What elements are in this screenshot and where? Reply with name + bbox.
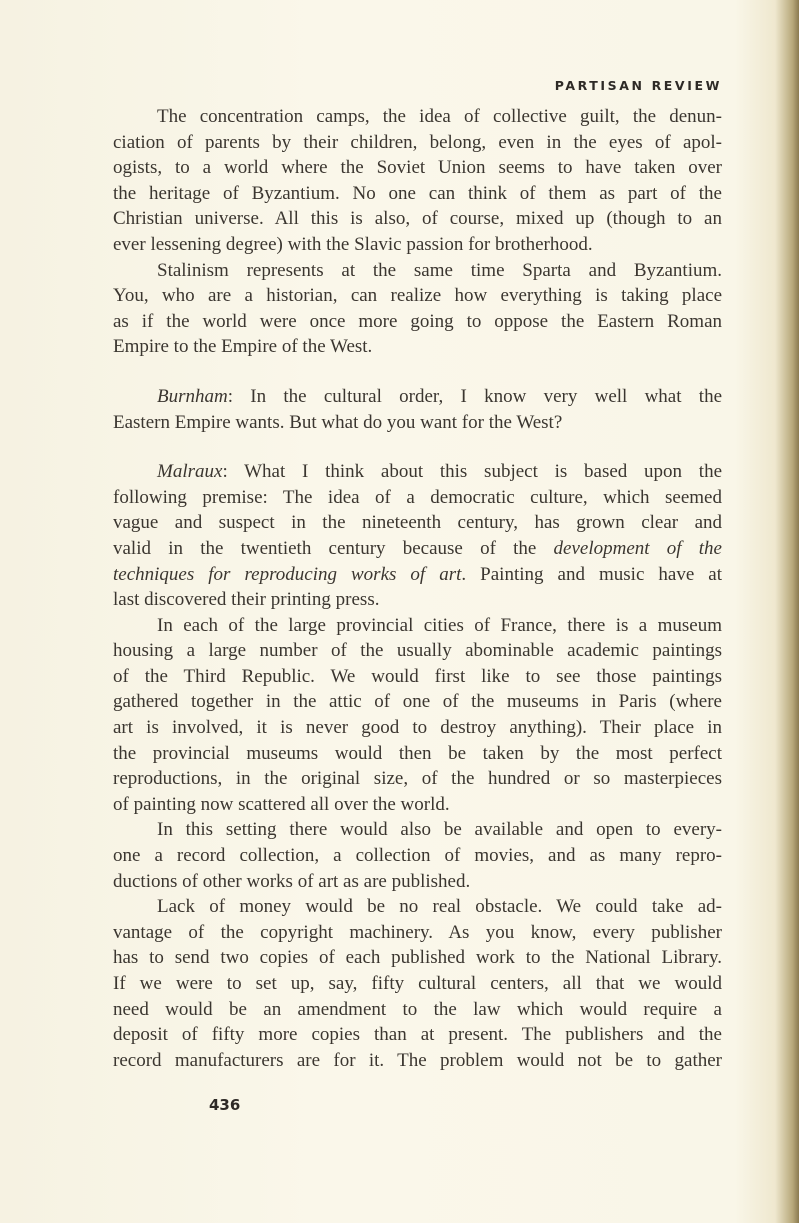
- italic-text: Burnham: [157, 385, 228, 407]
- text-line: [113, 971, 722, 997]
- text-line: [113, 1048, 722, 1074]
- text-line: [113, 613, 722, 639]
- article-body: [113, 104, 722, 1073]
- text-segment: has to send two copies of each published work to the National Library.: [113, 947, 722, 969]
- text-segment: need would be an amendment to the law which would require a: [113, 998, 722, 1020]
- text-segment: the heritage of Byzantium. No one can think of them as part of the: [113, 182, 722, 204]
- text-segment: : What I think about this subject is based upon the: [222, 461, 722, 483]
- text-segment: valid in the twentieth century because of the: [113, 537, 554, 559]
- text-line: [113, 920, 722, 946]
- text-line: [113, 309, 722, 335]
- text-segment: : In the cultural order, I know very well what the: [227, 385, 722, 407]
- text-line: [113, 283, 722, 309]
- text-segment: one a record collection, a collection of movies, and as many repro-: [113, 845, 722, 867]
- text-line: [113, 587, 722, 613]
- text-line: [113, 638, 722, 664]
- text-segment: deposit of fifty more copies than at present. The publishers and the: [113, 1024, 722, 1046]
- text-segment: art is involved, it is never good to destroy anything). Their place in: [113, 717, 722, 739]
- text-segment: In each of the large provincial cities of France, there is a museum: [157, 614, 722, 636]
- text-line: [113, 715, 722, 741]
- italic-text: development of the: [553, 537, 722, 559]
- text-line: [113, 869, 722, 895]
- text-line: [113, 155, 722, 181]
- text-segment: housing a large number of the usually abominable academic paintings: [113, 640, 722, 662]
- paragraph: [113, 104, 722, 258]
- text-segment: Lack of money would be no real obstacle. We could take ad-: [157, 896, 722, 918]
- text-line: [113, 664, 722, 690]
- text-segment: The concentration camps, the idea of collective guilt, the denun-: [157, 106, 722, 127]
- text-line: [113, 181, 722, 207]
- text-line: [113, 104, 722, 130]
- text-line: [113, 510, 722, 536]
- text-segment: vague and suspect in the nineteenth century, has grown clear and: [113, 512, 722, 534]
- text-segment: Stalinism represents at the same time Sparta and Byzantium.: [157, 259, 722, 281]
- text-segment: Christian universe. All this is also, of course, mixed up (though to an: [113, 208, 722, 230]
- text-segment: ductions of other works of art as are published.: [113, 870, 471, 892]
- text-line: [113, 206, 722, 232]
- text-line: [113, 384, 722, 410]
- text-segment: If we were to set up, say, fifty cultural centers, all that we would: [113, 973, 722, 994]
- text-line: [113, 741, 722, 767]
- text-segment: In this setting there would also be available and open to every-: [157, 819, 722, 841]
- paragraph: [113, 258, 722, 360]
- paragraph: [113, 613, 722, 818]
- text-segment: of the Third Republic. We would first like to see those paintings: [113, 665, 722, 687]
- text-segment: following premise: The idea of a democratic culture, which seemed: [113, 486, 722, 508]
- text-line: [113, 792, 722, 818]
- text-line: [113, 766, 722, 792]
- text-segment: of painting now scattered all over the world.: [113, 793, 450, 815]
- text-line: [113, 258, 722, 284]
- page-number: 436: [209, 1096, 241, 1114]
- text-segment: . Painting and music have at: [461, 563, 722, 585]
- paragraph: [113, 894, 722, 1073]
- italic-text: Malraux: [157, 461, 223, 483]
- text-segment: last discovered their printing press.: [113, 589, 380, 611]
- italic-text: techniques for reproducing works of art: [113, 563, 462, 585]
- text-line: [113, 334, 722, 360]
- text-line: [113, 945, 722, 971]
- paragraph: [113, 384, 722, 435]
- text-line: [113, 997, 722, 1023]
- text-segment: as if the world were once more going to oppose the Eastern Roman: [113, 310, 722, 332]
- text-line: [113, 232, 722, 258]
- text-line: [113, 485, 722, 511]
- text-segment: Eastern Empire wants. But what do you want for the West?: [113, 411, 563, 433]
- text-segment: record manufacturers are for it. The problem would not be to gather: [113, 1049, 722, 1071]
- text-line: [113, 536, 722, 562]
- text-segment: You, who are a historian, can realize how everything is taking place: [113, 285, 722, 307]
- text-line: [113, 562, 722, 588]
- text-line: [113, 410, 722, 436]
- text-segment: ciation of parents by their children, belong, even in the eyes of apol-: [113, 131, 722, 153]
- text-segment: reproductions, in the original size, of the hundred or so masterpieces: [113, 768, 722, 790]
- running-header: PARTISAN REVIEW: [554, 78, 722, 93]
- paragraph: [113, 459, 722, 613]
- text-segment: gathered together in the attic of one of the museums in Paris (where: [113, 691, 722, 713]
- paragraph: [113, 817, 722, 894]
- text-segment: vantage of the copyright machinery. As you know, every publisher: [113, 921, 722, 943]
- text-line: [113, 817, 722, 843]
- text-segment: ever lessening degree) with the Slavic passion for brotherhood.: [113, 233, 593, 255]
- text-line: [113, 459, 722, 485]
- text-line: [113, 689, 722, 715]
- text-segment: ogists, to a world where the Soviet Union seems to have taken over: [113, 157, 722, 179]
- text-line: [113, 1022, 722, 1048]
- text-line: [113, 894, 722, 920]
- text-line: [113, 130, 722, 156]
- text-line: [113, 843, 722, 869]
- text-segment: the provincial museums would then be taken by the most perfect: [113, 742, 722, 764]
- text-segment: Empire to the Empire of the West.: [113, 336, 373, 358]
